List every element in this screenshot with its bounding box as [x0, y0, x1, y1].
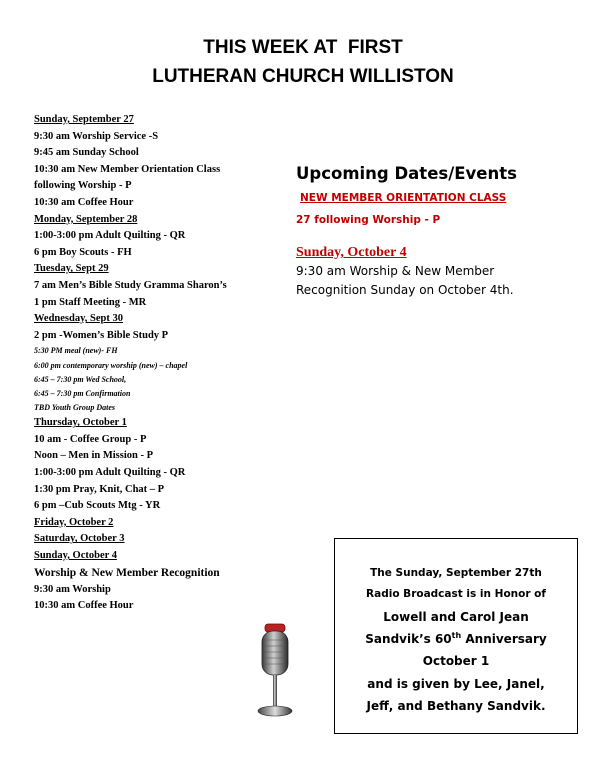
schedule-day-heading: Tuesday, Sept 29 [34, 263, 109, 275]
anniversary-ordinal: th [451, 631, 462, 640]
broadcast-line-2: Radio Broadcast is in Honor of [366, 588, 546, 600]
broadcast-anniversary [335, 630, 577, 649]
weekly-schedule [34, 112, 294, 615]
schedule-day-heading: Saturday, October 3 [34, 533, 125, 545]
schedule-item: following Worship - P [34, 180, 132, 192]
schedule-day-heading: Sunday, October 4 [34, 550, 117, 561]
schedule-item: 2 pm -Women’s Bible Study P [34, 329, 169, 341]
microphone-icon [253, 622, 297, 720]
schedule-item: 6 pm Boy Scouts - FH [34, 246, 132, 258]
schedule-item: 10:30 am New Member Orientation Class [34, 163, 221, 175]
schedule-item: 10:30 am Coffee Hour [34, 600, 134, 612]
schedule-item: 10 am - Coffee Group - P [34, 433, 147, 445]
schedule-day-heading: Friday, October 2 [34, 516, 114, 528]
schedule-item: 1:00-3:00 pm Adult Quilting - QR [34, 467, 186, 479]
orientation-class-detail: 27 following Worship - P [296, 214, 441, 226]
schedule-item: 9:30 am Worship [34, 583, 111, 595]
title-line-2: LUTHERAN CHURCH WILLISTON [152, 66, 454, 87]
broadcast-honorees: Lowell and Carol Jean [383, 610, 529, 624]
schedule-day-heading: Sunday, September 27 [34, 114, 134, 125]
schedule-item: TBD Youth Group Dates [34, 403, 115, 413]
upcoming-text-line-2: Recognition Sunday on October 4th. [296, 283, 514, 297]
schedule-item: 6:45 – 7:30 pm Wed School, [34, 374, 127, 384]
schedule-day-heading: Monday, September 28 [34, 213, 138, 225]
upcoming-events [296, 162, 586, 300]
schedule-item: 6:45 – 7:30 pm Confirmation [34, 388, 131, 398]
schedule-item: 10:30 am Coffee Hour [34, 196, 134, 208]
schedule-day-heading: Wednesday, Sept 30 [34, 313, 123, 325]
broadcast-givers-line-1: and is given by Lee, Janel, [367, 677, 545, 691]
orientation-class-heading: NEW MEMBER ORIENTATION CLASS [300, 192, 507, 204]
schedule-item: 9:45 am Sunday School [34, 147, 139, 159]
schedule-item: 6:00 pm contemporary worship (new) – chapel [34, 360, 188, 370]
upcoming-date: Sunday, October 4 [296, 245, 407, 260]
schedule-item: Noon – Men in Mission - P [34, 450, 154, 462]
schedule-item: 1 pm Staff Meeting - MR [34, 296, 147, 308]
radio-broadcast-box [334, 538, 578, 734]
schedule-item: 1:00-3:00 pm Adult Quilting - QR [34, 230, 186, 242]
broadcast-date: October 1 [422, 654, 490, 668]
page-title [0, 33, 606, 91]
broadcast-givers-line-2: Jeff, and Bethany Sandvik. [366, 699, 546, 713]
title-line-1: THIS WEEK AT FIRST [203, 37, 403, 58]
schedule-item: 5:30 PM meal (new)- FH [34, 346, 118, 356]
anniversary-word: Anniversary [461, 632, 547, 646]
broadcast-line-1: The Sunday, September 27th [370, 567, 542, 579]
schedule-item: Worship & New Member Recognition [34, 566, 220, 579]
schedule-day-heading: Thursday, October 1 [34, 417, 127, 429]
schedule-item: 9:30 am Worship Service -S [34, 130, 159, 142]
schedule-item: 1:30 pm Pray, Knit, Chat – P [34, 483, 165, 495]
anniversary-name: Sandvik’s 60 [365, 632, 452, 646]
upcoming-text-line-1: 9:30 am Worship & New Member [296, 264, 495, 278]
schedule-item: 6 pm –Cub Scouts Mtg - YR [34, 500, 161, 512]
schedule-item: 7 am Men’s Bible Study Gramma Sharon’s [34, 279, 227, 291]
upcoming-title: Upcoming Dates/Events [296, 164, 517, 183]
